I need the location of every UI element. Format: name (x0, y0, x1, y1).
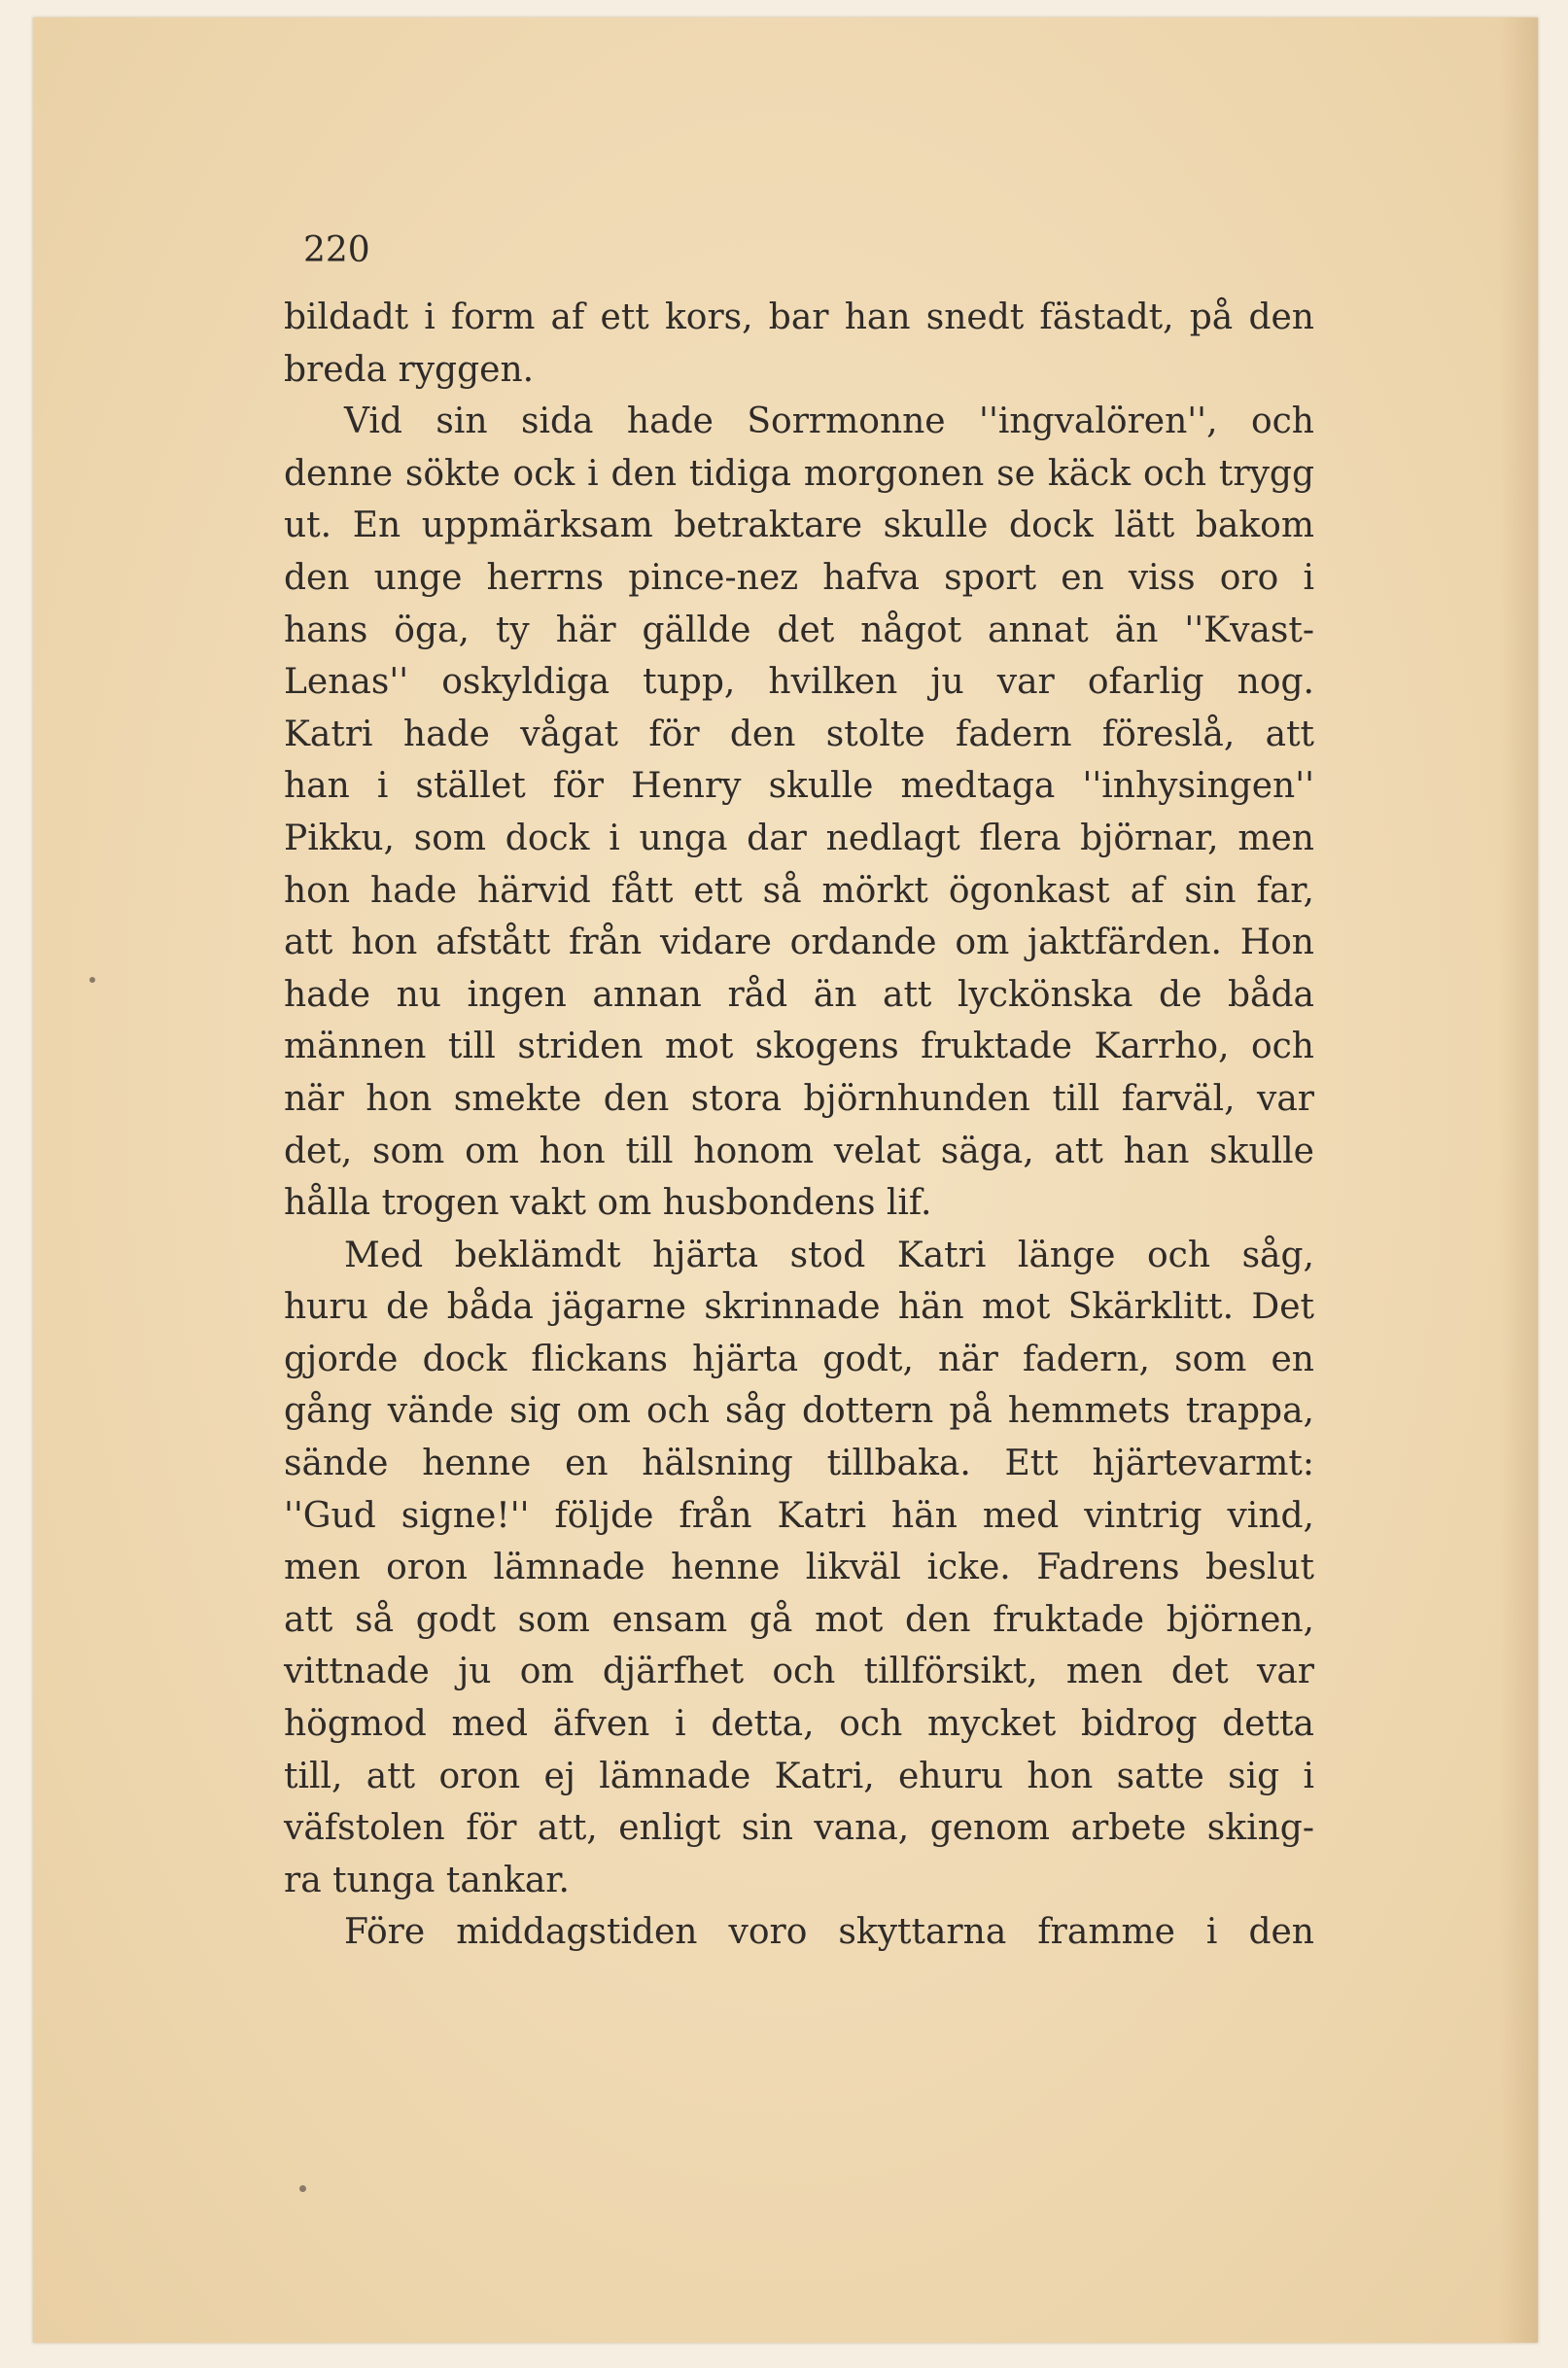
paper-speck (89, 977, 95, 983)
text-line: han i stället för Henry skulle medtaga ''inhysingen'' (284, 766, 1314, 807)
text-line: ut. En uppmärksam betraktare skulle dock lätt bakom (284, 505, 1314, 546)
text-line: Pikku, som dock i unga dar nedlagt flera björnar, men (284, 818, 1314, 858)
text-line: gång vände sig om och såg dottern på hemmets trappa, (284, 1391, 1314, 1432)
text-line: denne sökte ock i den tidiga morgonen se käck och trygg (284, 453, 1314, 494)
text-line: Katri hade vågat för den stolte fadern föreslå, att (284, 714, 1314, 754)
text-line: Vid sin sida hade Sorrmonne ''ingvalören'', och (344, 401, 1314, 442)
text-line: ra tunga tankar. (284, 1860, 570, 1900)
text-line: men oron lämnade henne likväl icke. Fadrens beslut (284, 1548, 1314, 1588)
text-line: hade nu ingen annan råd än att lyckönska de båda (284, 974, 1314, 1015)
text-line: när hon smekte den stora björnhunden till farväl, var (284, 1078, 1314, 1119)
text-line: väfstolen för att, enligt sin vana, genom arbete sking- (284, 1808, 1314, 1849)
page-number: 220 (303, 230, 370, 270)
paper-edge-shadow (1499, 17, 1538, 2343)
text-line: hans öga, ty här gällde det något annat än ''Kvast- (284, 609, 1314, 650)
text-line: till, att oron ej lämnade Katri, ehuru hon satte sig i (284, 1756, 1314, 1796)
text-line: breda ryggen. (284, 349, 535, 390)
text-line: den unge herrns pince-nez hafva sport en viss oro i (284, 557, 1314, 598)
text-line: högmod med äfven i detta, och mycket bidrog detta (284, 1704, 1314, 1745)
text-line: gjorde dock flickans hjärta godt, när fadern, som en (284, 1339, 1314, 1379)
text-line: Lenas'' oskyldiga tupp, hvilken ju var ofarlig nog. (284, 662, 1314, 703)
text-line: att hon afstått från vidare ordande om jaktfärden. Hon (284, 923, 1314, 963)
text-line: Med beklämdt hjärta stod Katri länge och såg, (344, 1235, 1314, 1275)
text-line: att så godt som ensam gå mot den fruktade björnen, (284, 1599, 1314, 1640)
body-text (284, 292, 1314, 1959)
text-line: ''Gud signe!'' följde från Katri hän med vintrig vind, (284, 1495, 1314, 1536)
text-line: männen till striden mot skogens fruktade Karrho, och (284, 1027, 1314, 1067)
text-line: vittnade ju om djärfhet och tillförsikt, men det var (284, 1652, 1314, 1692)
text-line: Före middagstiden voro skyttarna framme i den (344, 1912, 1314, 1953)
text-line: det, som om hon till honom velat säga, att han skulle (284, 1131, 1314, 1171)
text-line: sände henne en hälsning tillbaka. Ett hjärtevarmt: (284, 1444, 1314, 1484)
text-line: bildadt i form af ett kors, bar han snedt fästadt, på den (284, 297, 1314, 337)
text-line: hon hade härvid fått ett så mörkt ögonkast af sin far, (284, 870, 1314, 911)
text-line: hålla trogen vakt om husbondens lif. (284, 1183, 932, 1224)
text-line: huru de båda jägarne skrinnade hän mot Skärklitt. Det (284, 1287, 1314, 1328)
paper-speck (299, 2185, 306, 2192)
